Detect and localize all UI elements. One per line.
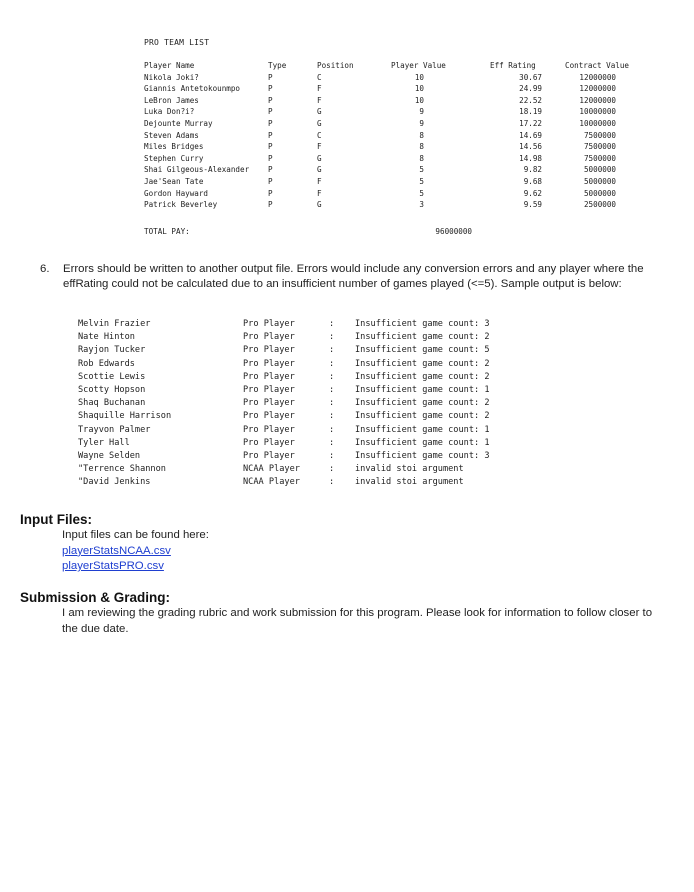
error-player-type: NCAA Player bbox=[243, 477, 300, 488]
link-player-stats-ncaa[interactable]: playerStatsNCAA.csv bbox=[62, 544, 171, 557]
error-separator: : bbox=[329, 371, 335, 382]
error-message: Insufficient game count: 1 bbox=[355, 384, 490, 395]
player-value: 10 bbox=[414, 84, 424, 94]
error-message: Insufficient game count: 2 bbox=[355, 371, 490, 382]
player-name: Stephen Curry bbox=[144, 153, 204, 163]
player-position: G bbox=[317, 153, 322, 163]
eff-rating: 9.82 bbox=[523, 165, 542, 175]
error-player-name: Nate Hinton bbox=[78, 332, 135, 343]
player-name: Patrick Beverley bbox=[144, 200, 218, 210]
error-message: Insufficient game count: 2 bbox=[355, 411, 490, 422]
error-player-type: Pro Player bbox=[243, 371, 295, 382]
player-type: P bbox=[268, 188, 273, 198]
header-contract-value: Contract Value bbox=[565, 61, 630, 70]
error-separator: : bbox=[329, 437, 335, 448]
error-player-name: Melvin Frazier bbox=[78, 319, 151, 329]
error-player-name: Rob Edwards bbox=[78, 358, 135, 369]
item-6-text: Errors should be written to another output file. Errors would include any conversion errors and any player where the effRating could not be calculated due to an insufficient number of games played (<=5). Sample output is below: bbox=[63, 263, 644, 291]
contract-value: 2500000 bbox=[583, 200, 616, 210]
contract-value: 12000000 bbox=[579, 72, 616, 82]
player-value: 8 bbox=[419, 142, 424, 152]
player-name: Nikola Joki? bbox=[144, 72, 199, 82]
error-message: Insufficient game count: 2 bbox=[355, 358, 490, 369]
player-type: P bbox=[268, 118, 273, 128]
player-type: P bbox=[268, 165, 273, 175]
player-position: F bbox=[317, 95, 322, 105]
contract-value: 10000000 bbox=[579, 118, 616, 128]
player-value: 5 bbox=[419, 188, 424, 198]
error-message: invalid stoi argument bbox=[355, 464, 464, 475]
error-separator: : bbox=[329, 398, 335, 409]
submission-heading: Submission & Grading: bbox=[20, 590, 171, 605]
player-value: 3 bbox=[419, 200, 424, 210]
player-type: P bbox=[268, 72, 273, 82]
header-type: Type bbox=[268, 61, 287, 70]
contract-value: 12000000 bbox=[579, 95, 616, 105]
player-position: F bbox=[317, 176, 322, 186]
player-value: 10 bbox=[414, 95, 424, 105]
contract-value: 7500000 bbox=[583, 142, 616, 152]
contract-value: 12000000 bbox=[579, 84, 616, 94]
eff-rating: 24.99 bbox=[519, 84, 542, 94]
contract-value: 10000000 bbox=[579, 107, 616, 117]
player-value: 5 bbox=[419, 176, 424, 186]
error-player-type: Pro Player bbox=[243, 332, 295, 343]
error-player-type: NCAA Player bbox=[243, 464, 300, 475]
player-position: F bbox=[317, 188, 322, 198]
error-separator: : bbox=[329, 424, 335, 435]
item-6-number: 6. bbox=[40, 263, 50, 275]
error-player-type: Pro Player bbox=[243, 319, 295, 329]
eff-rating: 30.67 bbox=[519, 72, 542, 82]
header-eff-rating: Eff Rating bbox=[490, 61, 536, 70]
error-player-type: Pro Player bbox=[243, 411, 295, 422]
error-separator: : bbox=[329, 450, 335, 461]
error-player-name: Shaq Buchanan bbox=[78, 398, 146, 409]
player-position: G bbox=[317, 200, 322, 210]
error-player-name: "Terrence Shannon bbox=[78, 464, 166, 475]
error-player-name: Wayne Selden bbox=[78, 450, 141, 461]
input-files-section bbox=[62, 528, 209, 575]
error-message: Insufficient game count: 1 bbox=[355, 437, 490, 448]
error-separator: : bbox=[329, 384, 335, 395]
error-separator: : bbox=[329, 358, 335, 369]
header-player-name: Player Name bbox=[144, 61, 195, 70]
player-name: Giannis Antetokounmpo bbox=[144, 84, 241, 94]
player-type: P bbox=[268, 84, 273, 94]
error-player-type: Pro Player bbox=[243, 345, 295, 356]
error-message: Insufficient game count: 2 bbox=[355, 332, 490, 343]
error-player-type: Pro Player bbox=[243, 437, 295, 448]
player-value: 9 bbox=[419, 107, 424, 117]
player-type: P bbox=[268, 176, 273, 186]
player-value: 5 bbox=[419, 165, 424, 175]
eff-rating: 22.52 bbox=[519, 95, 542, 105]
error-message: Insufficient game count: 2 bbox=[355, 398, 490, 409]
player-position: F bbox=[317, 142, 322, 152]
eff-rating: 17.22 bbox=[519, 118, 542, 128]
player-name: Luka Don?i? bbox=[144, 107, 195, 117]
error-player-type: Pro Player bbox=[243, 450, 295, 461]
error-player-name: Shaquille Harrison bbox=[78, 411, 172, 422]
contract-value: 5000000 bbox=[583, 188, 616, 198]
player-position: C bbox=[317, 130, 322, 140]
total-pay-row bbox=[144, 227, 472, 236]
player-type: P bbox=[268, 107, 273, 117]
error-message: Insufficient game count: 1 bbox=[355, 424, 490, 435]
contract-value: 7500000 bbox=[583, 130, 616, 140]
error-player-name: "David Jenkins bbox=[78, 477, 151, 488]
error-player-type: Pro Player bbox=[243, 384, 295, 395]
team-list-title: PRO TEAM LIST bbox=[144, 38, 210, 47]
error-player-type: Pro Player bbox=[243, 358, 295, 369]
error-player-name: Scotty Hopson bbox=[78, 384, 146, 395]
contract-value: 5000000 bbox=[583, 176, 616, 186]
header-position: Position bbox=[317, 61, 354, 70]
player-name: Gordon Hayward bbox=[144, 188, 209, 198]
contract-value: 5000000 bbox=[583, 165, 616, 175]
error-separator: : bbox=[329, 332, 335, 343]
total-pay-label: TOTAL PAY: bbox=[144, 227, 190, 236]
contract-value: 7500000 bbox=[583, 153, 616, 163]
player-type: P bbox=[268, 153, 273, 163]
eff-rating: 14.56 bbox=[519, 142, 542, 152]
total-pay-value: 96000000 bbox=[435, 227, 472, 236]
error-separator: : bbox=[329, 319, 335, 329]
error-separator: : bbox=[329, 411, 335, 422]
error-player-type: Pro Player bbox=[243, 398, 295, 409]
player-name: Miles Bridges bbox=[144, 142, 204, 152]
error-player-name: Tyler Hall bbox=[78, 437, 130, 448]
error-message: Insufficient game count: 3 bbox=[355, 319, 490, 329]
eff-rating: 9.59 bbox=[523, 200, 542, 210]
player-value: 8 bbox=[419, 153, 424, 163]
error-separator: : bbox=[329, 477, 335, 488]
submission-text: I am reviewing the grading rubric and work submission for this program. Please look for information to follow closer to the due date. bbox=[62, 607, 653, 635]
player-type: P bbox=[268, 200, 273, 210]
player-value: 8 bbox=[419, 130, 424, 140]
player-type: P bbox=[268, 130, 273, 140]
error-message: invalid stoi argument bbox=[355, 477, 464, 488]
link-player-stats-pro[interactable]: playerStatsPRO.csv bbox=[62, 560, 164, 573]
eff-rating: 9.62 bbox=[523, 188, 542, 198]
error-player-name: Trayvon Palmer bbox=[78, 424, 151, 435]
player-position: G bbox=[317, 118, 322, 128]
player-value: 10 bbox=[414, 72, 424, 82]
player-position: G bbox=[317, 107, 322, 117]
player-name: Steven Adams bbox=[144, 130, 199, 140]
eff-rating: 14.69 bbox=[519, 130, 542, 140]
player-position: F bbox=[317, 84, 322, 94]
eff-rating: 18.19 bbox=[519, 107, 542, 117]
error-separator: : bbox=[329, 464, 335, 475]
player-position: C bbox=[317, 72, 322, 82]
input-files-heading: Input Files: bbox=[20, 512, 92, 527]
player-name: LeBron James bbox=[144, 95, 199, 105]
player-type: P bbox=[268, 142, 273, 152]
error-message: Insufficient game count: 3 bbox=[355, 450, 490, 461]
error-message: Insufficient game count: 5 bbox=[355, 345, 490, 356]
eff-rating: 9.68 bbox=[523, 176, 542, 186]
input-files-intro: Input files can be found here: bbox=[62, 529, 209, 541]
eff-rating: 14.98 bbox=[519, 153, 542, 163]
player-position: G bbox=[317, 165, 322, 175]
player-name: Dejounte Murray bbox=[144, 118, 213, 128]
player-type: P bbox=[268, 95, 273, 105]
error-player-name: Scottie Lewis bbox=[78, 371, 146, 382]
player-value: 9 bbox=[419, 118, 424, 128]
header-player-value: Player Value bbox=[391, 61, 446, 70]
player-name: Jae'Sean Tate bbox=[144, 176, 204, 186]
error-player-type: Pro Player bbox=[243, 424, 295, 435]
error-player-name: Rayjon Tucker bbox=[78, 345, 146, 356]
error-separator: : bbox=[329, 345, 335, 356]
player-name: Shai Gilgeous-Alexander bbox=[144, 165, 250, 175]
